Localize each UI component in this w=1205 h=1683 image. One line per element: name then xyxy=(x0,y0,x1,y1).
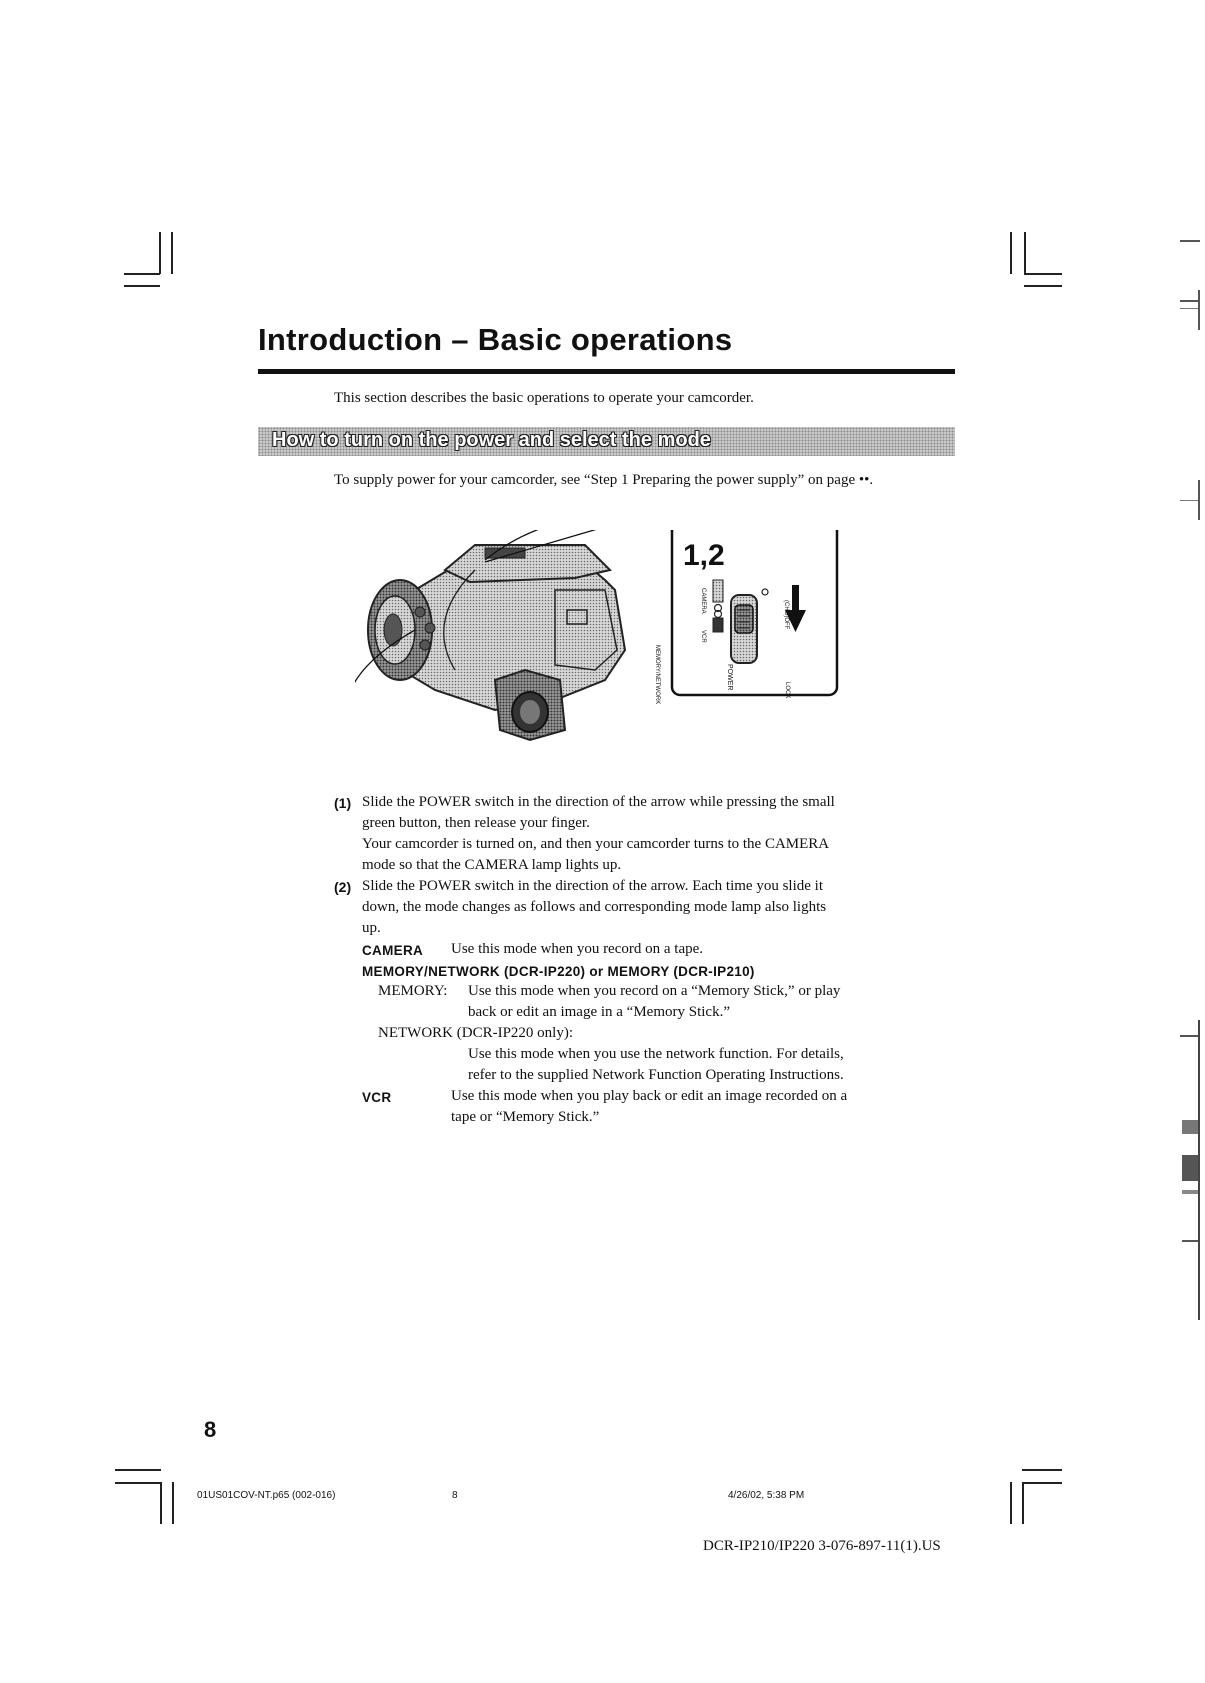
switch-label-camera: CAMERA xyxy=(700,588,706,614)
crop-mark xyxy=(1022,1469,1062,1471)
switch-label-power: POWER xyxy=(726,664,733,691)
crop-mark xyxy=(159,232,161,274)
crop-mark xyxy=(1024,232,1026,274)
crop-mark xyxy=(124,273,160,275)
mode-desc-vcr: Use this mode when you play back or edit an image recorded on a xyxy=(451,1088,848,1104)
mode-label-camera: CAMERA xyxy=(362,943,424,958)
step-line: up. xyxy=(362,920,381,936)
crop-mark xyxy=(160,1482,162,1524)
mode-desc-network: refer to the supplied Network Function Operating Instructions. xyxy=(468,1067,844,1083)
mode-desc-vcr: tape or “Memory Stick.” xyxy=(451,1109,600,1125)
crop-mark xyxy=(124,285,160,287)
crop-mark xyxy=(1024,273,1062,275)
section-heading: How to turn on the power and select the mode xyxy=(272,429,711,451)
crop-mark xyxy=(1022,1482,1024,1524)
crop-mark xyxy=(1010,232,1012,274)
crop-mark xyxy=(171,232,173,274)
step-line: Slide the POWER switch in the direction of the arrow while pressing the small xyxy=(362,794,835,810)
document-code: DCR-IP210/IP220 3-076-897-11(1).US xyxy=(703,1538,941,1554)
footer-file-name: 01US01COV-NT.p65 (002-016) xyxy=(197,1490,336,1501)
footer-sheet-number: 8 xyxy=(452,1490,458,1501)
step-list xyxy=(334,792,974,1132)
mode-label-vcr: VCR xyxy=(362,1090,392,1105)
crop-mark xyxy=(115,1469,161,1471)
step-line: mode so that the CAMERA lamp lights up. xyxy=(362,857,622,873)
mode-desc-camera: Use this mode when you record on a tape. xyxy=(451,941,704,957)
crop-mark xyxy=(1024,285,1062,287)
figure-step-label: 1,2 xyxy=(683,539,725,572)
step-line: Slide the POWER switch in the direction of the arrow. Each time you slide it xyxy=(362,878,824,894)
step-line: down, the mode changes as follows and corresponding mode lamp also lights xyxy=(362,899,827,915)
page-title: Introduction – Basic operations xyxy=(258,322,733,357)
switch-label-memory-network: MEMORY/NETWORK xyxy=(654,645,660,705)
step-number: (2) xyxy=(334,879,352,895)
camcorder-illustration xyxy=(355,530,855,745)
registration-strip xyxy=(1180,220,1200,1320)
step-number: (1) xyxy=(334,795,352,811)
mode-desc-memory: back or edit an image in a “Memory Stick.” xyxy=(468,1004,730,1020)
crop-mark xyxy=(1022,1482,1062,1484)
crop-mark xyxy=(115,1482,161,1484)
intro-text: This section describes the basic operations to operate your camcorder. xyxy=(334,390,754,406)
crop-mark xyxy=(1010,1482,1012,1524)
mode-label-memory-network: MEMORY/NETWORK (DCR-IP220) or MEMORY (DCR-IP210) xyxy=(362,964,755,979)
power-supply-reference: To supply power for your camcorder, see “Step 1 Preparing the power supply” on page ••. xyxy=(334,472,874,488)
mode-sub-label-memory: MEMORY: xyxy=(378,983,448,999)
switch-label-lock: LOCK xyxy=(784,682,790,699)
step-line: green button, then release your finger. xyxy=(362,815,590,831)
step-line: Your camcorder is turned on, and then your camcorder turns to the CAMERA xyxy=(362,836,830,852)
mode-desc-memory: Use this mode when you record on a “Memory Stick,” or play xyxy=(468,983,841,999)
crop-mark xyxy=(172,1482,174,1524)
page-number: 8 xyxy=(204,1417,217,1442)
mode-sub-label-network: NETWORK (DCR-IP220 only): xyxy=(378,1025,573,1041)
title-rule xyxy=(258,369,955,374)
mode-desc-network: Use this mode when you use the network function. For details, xyxy=(468,1046,844,1062)
switch-label-off-chg: (CHG)OFF xyxy=(783,600,789,630)
switch-label-vcr: VCR xyxy=(700,630,706,643)
footer-timestamp: 4/26/02, 5:38 PM xyxy=(728,1490,805,1501)
